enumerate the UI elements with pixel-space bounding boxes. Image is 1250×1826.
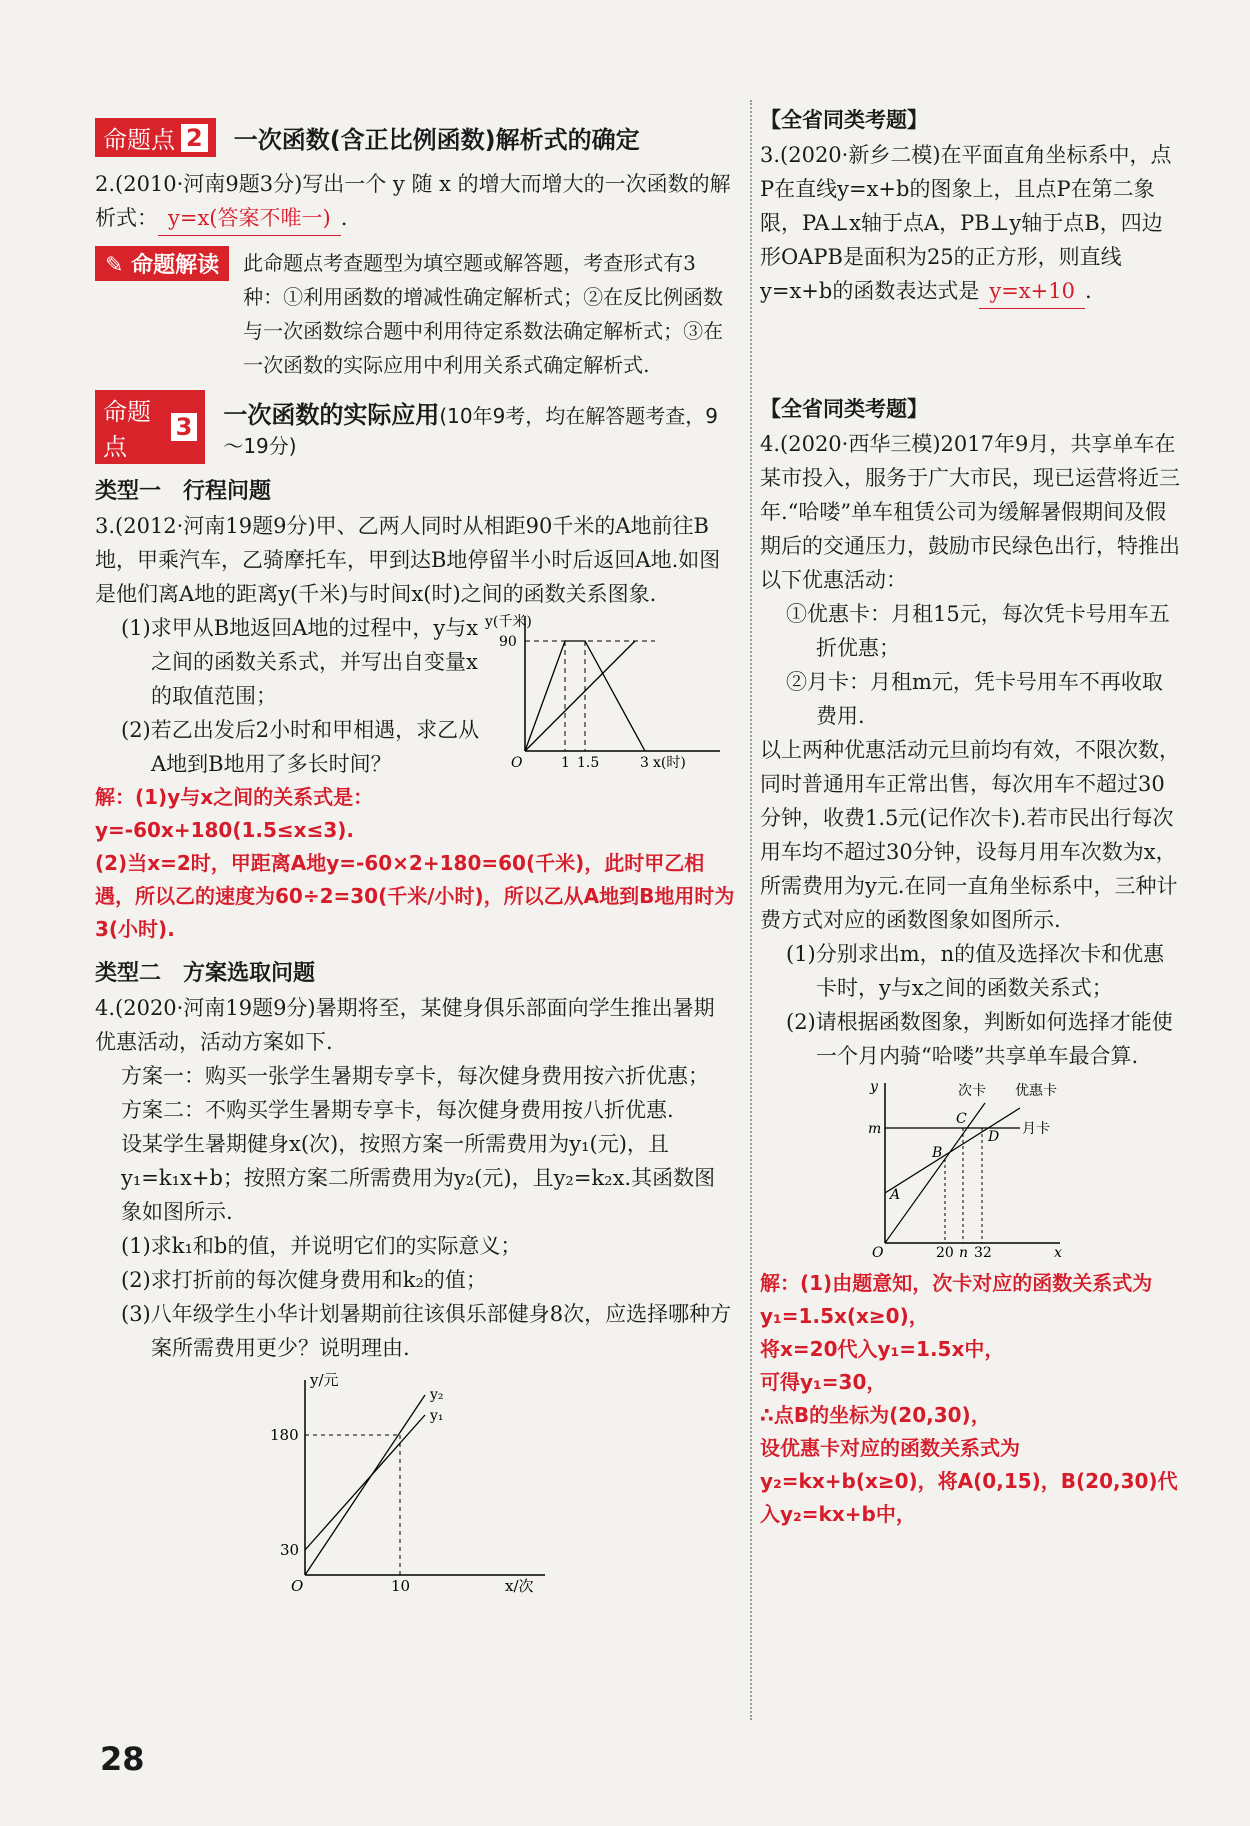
origin-label: O <box>872 1245 884 1261</box>
x-tick-32: 32 <box>974 1245 992 1261</box>
question-3-part-1: (1)求甲从B地返回A地的过程中，y与x之间的函数关系式，并写出自变量x的取值范围； <box>121 616 479 708</box>
line-y1-label: y₁ <box>430 1408 444 1424</box>
y-tick-90: 90 <box>499 634 517 650</box>
question-4-part-2: (2)求打折前的每次健身费用和k₂的值； <box>121 1268 487 1292</box>
similar-questions-heading-2: 【全省同类考题】 <box>760 397 928 421</box>
question-2 <box>95 167 735 236</box>
topic-title <box>223 395 735 459</box>
answer-3-line-2: y=-60x+180(1.5≤x≤3). <box>95 818 354 842</box>
type-1-heading: 类型一 行程问题 <box>95 479 272 504</box>
x-tick-1-5: 1.5 <box>577 755 600 771</box>
right-question-4-stem: 4.(2020·西华三模)2017年9月，共享单车在某市投入，服务于广大市民，现已运营将近三年.“哈喽”单车租赁公司为缓解暑假期间及假期后的交通压力，鼓励市民绿色出行，特推出以下优惠活动： <box>760 432 1180 592</box>
answer-3-line-1: 解：(1)y与x之间的关系式是： <box>95 785 374 809</box>
right-answer-line: 将x=20代入y₁=1.5x中， <box>760 1337 1005 1361</box>
topic-badge-label: 命题点 <box>103 398 151 461</box>
question-3-part-2: (2)若乙出发后2小时和甲相遇，求乙从A地到B地用了多长时间？ <box>121 718 480 776</box>
topic-2-header <box>95 118 735 157</box>
similar-questions-heading-1: 【全省同类考题】 <box>760 108 928 132</box>
question-4-description: 设某学生暑期健身x(次)，按照方案一所需费用为y₁(元)，且y₁=k₁x+b；按照方案二所需费用为y₂(元)，且y₂=k₂x.其函数图象如图所示. <box>121 1132 716 1224</box>
x-tick-1: 1 <box>561 755 570 771</box>
right-answer-line: ∴点B的坐标为(20,30)， <box>760 1403 991 1427</box>
topic-number: 3 <box>171 413 198 441</box>
y-axis-label: y(千米) <box>485 614 532 630</box>
x-axis-label: x(时) <box>653 755 686 771</box>
discount-card-line <box>885 1108 1020 1193</box>
y-tick-30: 30 <box>280 1541 300 1559</box>
discount-card-label: 优惠卡 <box>1015 1083 1057 1099</box>
right-column <box>760 100 1180 1531</box>
right-question-3-tail: . <box>1084 279 1092 303</box>
yi-line <box>525 641 635 751</box>
y-axis-label: y <box>870 1079 878 1095</box>
topic-badge <box>95 390 205 464</box>
type-2-heading: 类型二 方案选取问题 <box>95 961 316 986</box>
point-c-label: C <box>956 1111 967 1127</box>
x-axis-label: x/次 <box>505 1577 534 1595</box>
right-question-4-option-b: ②月卡：月租m元，凭卡号用车不再收取费用. <box>786 670 1163 728</box>
right-question-4-part-2: (2)请根据函数图象，判断如何选择才能使一个月内骑“哈喽”共享单车最合算. <box>786 1010 1173 1068</box>
distance-time-graph <box>485 611 725 771</box>
right-answer-line: 可得y₁=30， <box>760 1370 887 1394</box>
right-answer-line: 设优惠卡对应的函数关系式为y₂=kx+b(x≥0)，将A(0,15)，B(20,30)代入y₂=kx+b中， <box>760 1436 1178 1526</box>
bike-cost-graph <box>760 1073 1180 1263</box>
origin-label: O <box>291 1577 304 1595</box>
y-axis-label: y/元 <box>310 1371 339 1389</box>
question-3-body <box>95 611 735 781</box>
column-divider <box>750 100 752 1720</box>
proposition-reading <box>95 246 735 382</box>
reading-text: 此命题点考查题型为填空题或解答题，考查形式有3种：①利用函数的增减性确定解析式；②在反比例函数与一次函数综合题中利用待定系数法确定解析式；③在一次函数的实际应用中利用关系式确定解析式. <box>243 251 724 377</box>
right-question-4-part-1: (1)分别求出m，n的值及选择次卡和优惠卡时，y与x之间的函数关系式； <box>786 942 1165 1000</box>
right-question-3-answer: y=x+10 <box>979 274 1085 309</box>
per-ride-label: 次卡 <box>958 1083 986 1099</box>
line-y2-label: y₂ <box>430 1387 444 1403</box>
question-3-stem: 3.(2012·河南19题9分)甲、乙两人同时从相距90千米的A地前往B地，甲乘汽车，乙骑摩托车，甲到达B地停留半小时后返回A地.如图是他们离A地的距离y(千米)与时间x(时)之间的函数关系图象. <box>95 514 721 606</box>
topic-badge <box>95 118 216 157</box>
question-4-part-1: (1)求k₁和b的值，并说明它们的实际意义； <box>121 1234 522 1258</box>
reading-badge: ✎ 命题解读 <box>95 246 229 281</box>
right-question-3-stem: 3.(2020·新乡二模)在平面直角坐标系中，点P在直线y=x+b的图象上，且点P在第二象限，PA⊥x轴于点A，PB⊥y轴于点B，四边形OAPB是面积为25的正方形，则直线y=x+b的函数表达式是 <box>760 143 1172 303</box>
left-column <box>95 110 735 1599</box>
line-y2 <box>305 1395 425 1575</box>
question-4-plan-1: 方案一：购买一张学生暑期专享卡，每次健身费用按六折优惠； <box>121 1064 709 1088</box>
x-tick-3: 3 <box>640 755 649 771</box>
topic-title: 一次函数(含正比例函数)解析式的确定 <box>233 126 640 154</box>
cost-visits-graph <box>95 1365 735 1595</box>
per-ride-line <box>885 1103 985 1243</box>
question-2-tail: . <box>340 206 348 230</box>
point-a-label: A <box>890 1187 901 1203</box>
right-question-4-description: 以上两种优惠活动元旦前均有效，不限次数，同时普通用车正常出售，每次用车不超过30分钟，收费1.5元(记作次卡).若市民出行每次用车均不超过30分钟，设每月用车次数为x，所需费用为y元.在同一直角坐标系中，三种计费方式对应的函数图象如图所示. <box>760 738 1180 932</box>
question-4-plan-2: 方案二：不购买学生暑期专享卡，每次健身费用按八折优惠. <box>121 1098 674 1122</box>
question-2-answer: y=x(答案不唯一) <box>158 201 341 236</box>
topic-3-header <box>95 390 735 464</box>
month-card-label: 月卡 <box>1022 1121 1050 1137</box>
x-axis-label: x <box>1054 1245 1062 1261</box>
question-2-stem: 2.(2010·河南9题3分)写出一个 y 随 x 的增大而增大的一次函数的解析式： <box>95 172 731 230</box>
topic-title-text: 一次函数的实际应用 <box>223 401 440 429</box>
topic-note: (10年9考，均在解答题考查，9～19分) <box>223 404 719 458</box>
y-tick-180: 180 <box>270 1426 299 1444</box>
y-tick-m: m <box>868 1121 882 1137</box>
spacer <box>760 309 1180 389</box>
x-tick-n: n <box>959 1245 969 1261</box>
right-answer-line: 解：(1)由题意知，次卡对应的函数关系式为y₁=1.5x(x≥0)， <box>760 1271 1153 1328</box>
right-question-3 <box>760 138 1180 309</box>
point-d-label: D <box>988 1129 1000 1145</box>
x-tick-20: 20 <box>936 1245 954 1261</box>
x-tick-10: 10 <box>391 1577 411 1595</box>
question-4-stem: 4.(2020·河南19题9分)暑期将至，某健身俱乐部面向学生推出暑期优惠活动，活动方案如下. <box>95 996 715 1054</box>
question-4-part-3: (3)八年级学生小华计划暑期前往该俱乐部健身8次，应选择哪种方案所需费用更少？说明理由. <box>121 1302 732 1360</box>
right-question-4-option-a: ①优惠卡：月租15元，每次凭卡号用车五折优惠； <box>786 602 1170 660</box>
topic-badge-label: 命题点 <box>103 126 175 154</box>
point-b-label: B <box>932 1145 943 1161</box>
reading-badge-label: 命题解读 <box>131 253 220 278</box>
topic-number: 2 <box>181 124 208 152</box>
origin-label: O <box>511 755 523 771</box>
page-number: 28 <box>100 1740 145 1778</box>
answer-3-line-3: (2)当x=2时，甲距离A地y=-60×2+180=60(千米)，此时甲乙相遇，所以乙的速度为60÷2=30(千米/小时)，所以乙从A地到B地用时为3(小时). <box>95 851 735 941</box>
question-3-parts <box>95 611 485 781</box>
